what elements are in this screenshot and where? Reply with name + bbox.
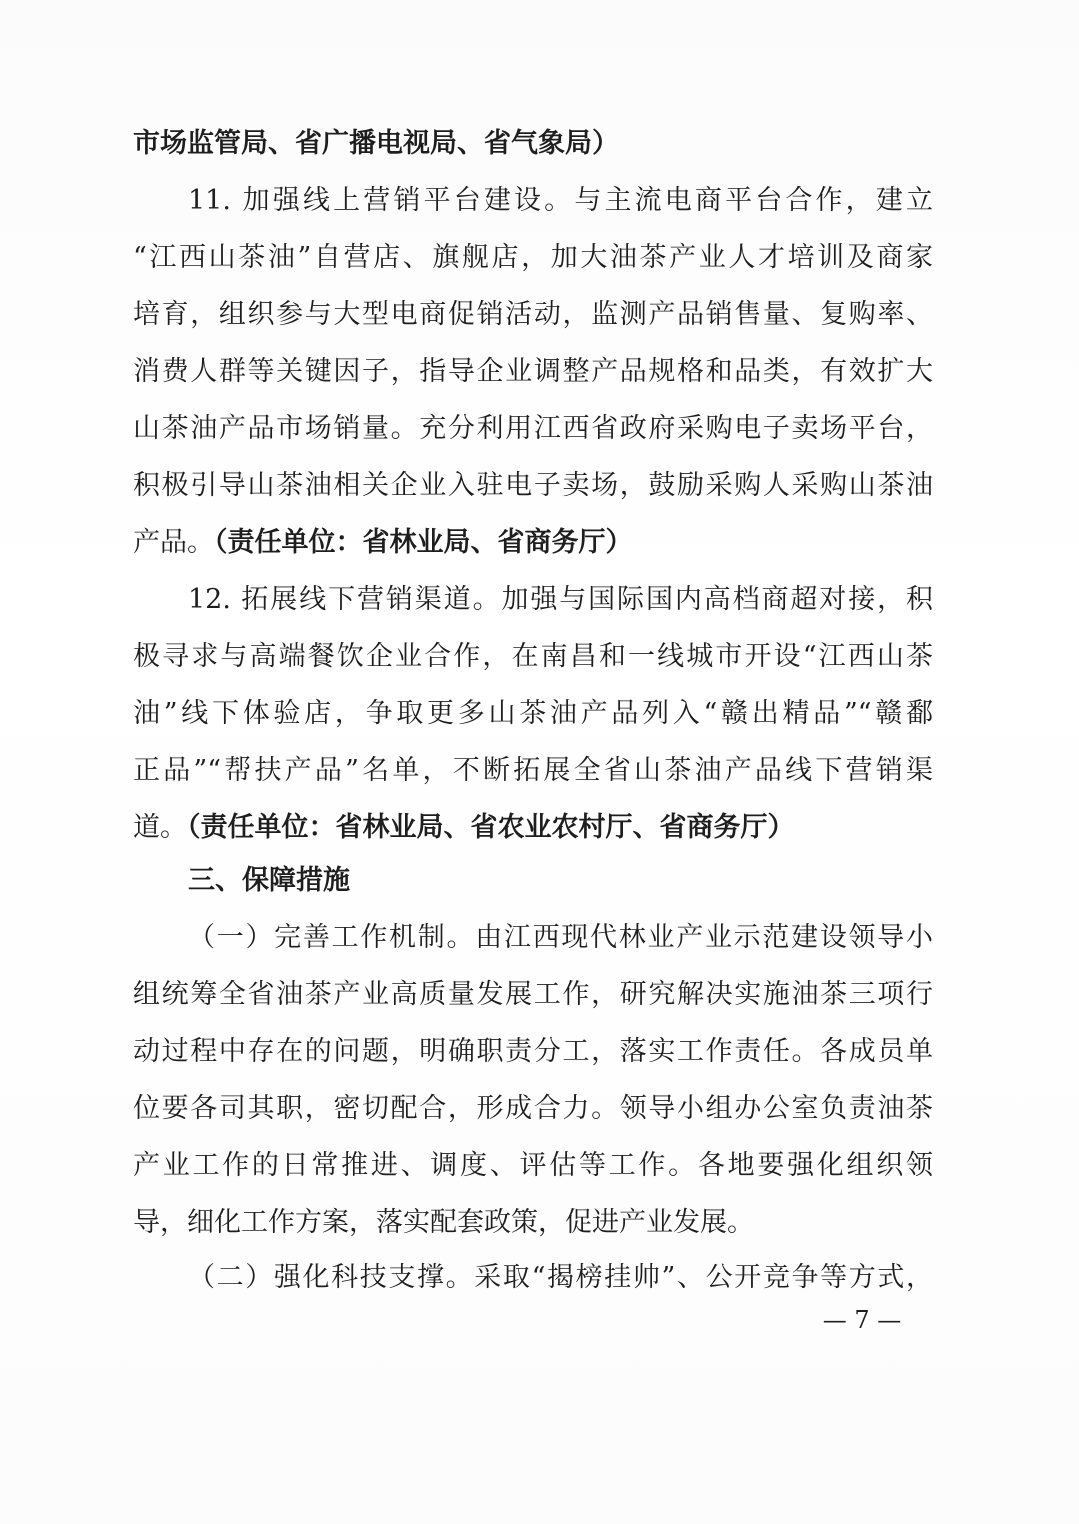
text-segment: 动过程中存在的问题，明确职责分工，落实工作责任。各成员单 [133,1036,933,1067]
bold-text-segment: （责任单位：省林业局、省农业农村厅、省商务厅） [187,812,795,843]
text-segment: （一）完善工作机制。由江西现代林业产业示范建设领导小 [188,922,933,953]
page-number: — 7 — [822,1306,902,1334]
text-segment: 培育，组织参与大型电商促销活动，监测产品销售量、复购率、 [133,299,933,330]
text-segment: 产业工作的日常推进、调度、评估等工作。各地要强化组织领 [133,1150,933,1181]
section-heading [188,861,933,901]
text-line [133,637,933,677]
text-line [133,295,933,335]
text-segment: 位要各司其职，密切配合，形成合力。领导小组办公室负责油茶 [133,1093,933,1124]
text-segment: 11. 加强线上营销平台建设。与主流电商平台合作，建立 [188,185,933,216]
text-line [188,580,933,620]
text-segment: 道。 [133,812,187,843]
text-line [188,1258,933,1298]
text-line [133,1146,933,1186]
text-line [133,523,933,563]
text-line [188,918,933,958]
text-line [133,352,933,392]
bold-text-segment: 市场监管局、省广播电视局、省气象局） [133,128,619,159]
text-segment: 山茶油产品市场销量。充分利用江西省政府采购电子卖场平台， [133,413,933,444]
text-line [133,409,933,449]
text-line [133,751,933,791]
text-line [133,238,933,278]
text-line [133,124,933,164]
text-segment: 油”线下体验店，争取更多山茶油产品列入“赣出精品”“赣鄱 [133,698,933,729]
text-line [133,808,933,848]
text-line [133,1203,933,1243]
text-line [188,181,933,221]
text-segment: （二）强化科技支撑。采取“揭榜挂帅”、公开竞争等方式， [188,1262,933,1293]
bold-text-segment: （责任单位：省林业局、省商务厅） [214,527,633,558]
text-segment: 消费人群等关键因子，指导企业调整产品规格和品类，有效扩大 [133,356,933,387]
text-segment: 组统筹全省油茶产业高质量发展工作，研究解决实施油茶三项行 [133,979,933,1010]
text-line [133,694,933,734]
text-segment: 积极引导山茶油相关企业入驻电子卖场，鼓励采购人采购山茶油 [133,470,933,501]
text-segment: 12. 拓展线下营销渠道。加强与国际国内高档商超对接，积 [188,584,933,615]
text-segment: 正品”“帮扶产品”名单，不断拓展全省山茶油产品线下营销渠 [133,755,933,786]
text-line [133,1032,933,1072]
text-segment: 产品。 [133,527,214,558]
text-line [133,975,933,1015]
text-segment: 极寻求与高端餐饮企业合作，在南昌和一线城市开设“江西山茶 [133,641,933,672]
text-segment: “江西山茶油”自营店、旗舰店，加大油茶产业人才培训及商家 [133,242,933,273]
text-segment: 导，细化工作方案，落实配套政策，促进产业发展。 [133,1207,754,1238]
text-line [133,466,933,506]
text-line [133,1089,933,1129]
bold-text-segment: 三、保障措施 [188,865,350,896]
